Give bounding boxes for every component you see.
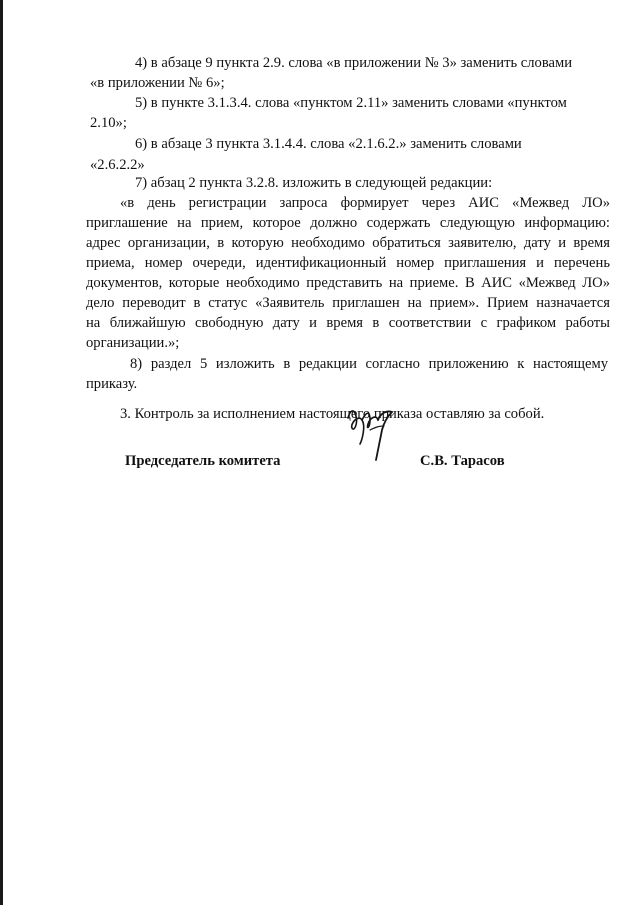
item-4-line-2: «в приложении № 6»; — [90, 75, 225, 91]
quote-line-6: дело переводит в статус «Заявитель приглашен на прием». Прием назначается — [86, 295, 610, 311]
item-6-line-1: 6) в абзаце 3 пункта 3.1.4.4. слова «2.1.6.2.» заменить словами — [135, 136, 522, 152]
quote-line-4: приема, номер очереди, идентификационный номер приглашения и перечень — [86, 255, 610, 271]
quote-line-8: организации.»; — [86, 335, 180, 351]
item-5-line-2: 2.10»; — [90, 115, 127, 131]
quote-line-3: адрес организации, в которую необходимо обратиться заявителю, дату и время — [86, 235, 610, 251]
item-8-line-1: 8) раздел 5 изложить в редакции согласно приложению к настоящему — [130, 356, 608, 372]
item-4-line-1: 4) в абзаце 9 пункта 2.9. слова «в приложении № 3» заменить словами — [135, 55, 573, 71]
item-7-line-1: 7) абзац 2 пункта 3.2.8. изложить в следующей редакции: — [135, 175, 493, 191]
item-5-line-1: 5) в пункте 3.1.3.4. слова «пунктом 2.11» заменить словами «пунктом — [135, 95, 567, 111]
quote-line-5: документов, которые необходимо представить на приеме. В АИС «Межвед ЛО» — [86, 275, 610, 291]
quote-line-7: на ближайшую свободную дату и время в соответствии с графиком работы — [86, 315, 610, 331]
quote-line-1: «в день регистрации запроса формирует через АИС «Межвед ЛО» — [120, 195, 610, 211]
clause-3: 3. Контроль за исполнением настоящего приказа оставляю за собой. — [120, 406, 545, 422]
quote-line-2: приглашение на прием, которое должно содержать следующую информацию: — [86, 215, 610, 231]
signatory-name: С.В. Тарасов — [420, 453, 505, 469]
item-8-line-2: приказу. — [86, 376, 138, 392]
signatory-position: Председатель комитета — [125, 453, 281, 469]
item-6-line-2: «2.6.2.2» — [90, 157, 145, 173]
handwritten-signature — [340, 400, 400, 462]
scan-edge — [0, 0, 3, 905]
